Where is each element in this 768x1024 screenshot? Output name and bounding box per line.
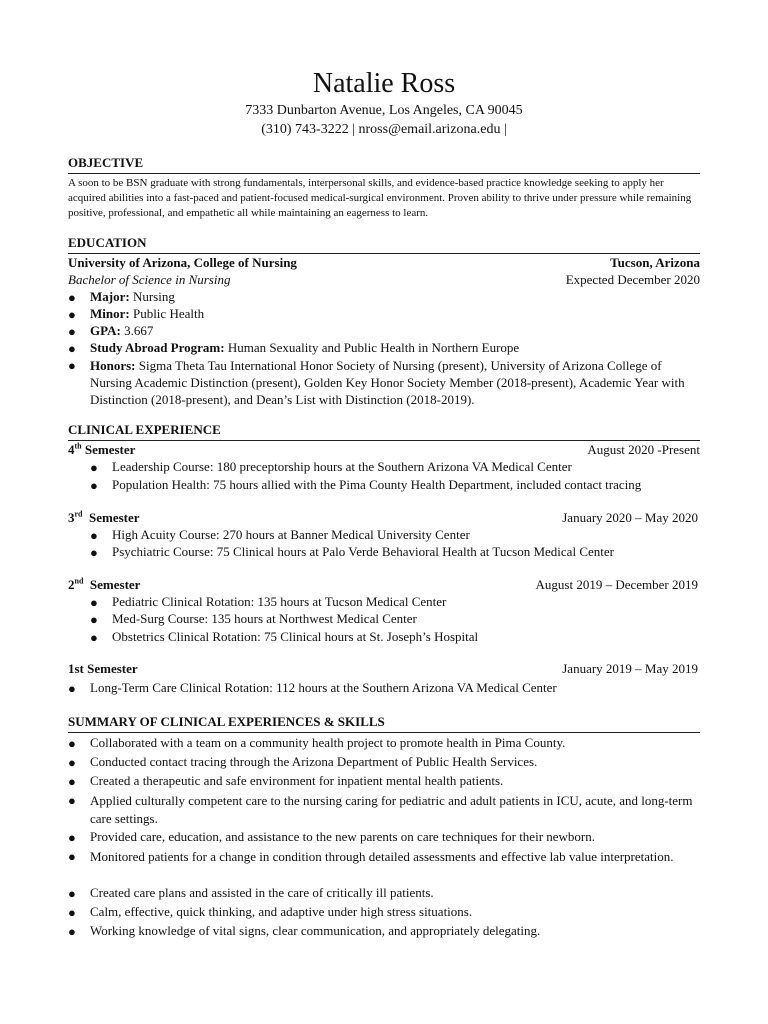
bullet-icon: ● <box>68 755 76 770</box>
semester-title: 2nd Semester <box>68 576 141 592</box>
bullet-icon: ● <box>68 905 76 920</box>
address: 7333 Dunbarton Avenue, Los Angeles, CA 90045 <box>245 103 523 118</box>
clinical-rule <box>68 440 700 441</box>
list-item: Minor: Public Health <box>90 306 205 321</box>
semester-dates: January 2020 – May 2020 <box>562 510 698 525</box>
bullet-icon: ● <box>68 681 76 696</box>
summary-rule <box>68 732 700 733</box>
list-item: Med-Surg Course: 135 hours at Northwest Medical Center <box>112 611 417 626</box>
bullet-icon: ● <box>90 545 98 560</box>
bullet-icon: ● <box>68 290 76 305</box>
list-item: Working knowledge of vital signs, clear communication, and appropriately delegating. <box>90 923 541 938</box>
list-item: Leadership Course: 180 preceptorship hours at the Southern Arizona VA Medical Center <box>112 459 572 474</box>
bullet-icon: ● <box>90 595 98 610</box>
list-item: Honors: Sigma Theta Tau International Honor Society of Nursing (present), University of Arizona College of Nursing Academic Distinction (present), Golden Key Honor Society Member (2018-present), Academic Year with Distinction (2018-present), and Dean’s List with Distinction (2018-2019). <box>90 358 685 407</box>
list-item: Major: Nursing <box>90 289 175 304</box>
list-item: High Acuity Course: 270 hours at Banner Medical University Center <box>112 527 470 542</box>
objective-text: A soon to be BSN graduate with strong fundamentals, interpersonal skills, and evidence-based practice knowledge seeking to apply her acquired abilities into a fast-paced and patient-focused medical-surgical environment. Proven ability to thrive under pressure while remaining positive, professional, and empathetic all while maintaining an eagerness to learn. <box>68 177 692 219</box>
contact-line: (310) 743-3222 | nross@email.arizona.edu | <box>261 122 507 137</box>
bullet-icon: ● <box>68 324 76 339</box>
bullet-icon: ● <box>68 307 76 322</box>
bullet-icon: ● <box>90 612 98 627</box>
list-item: Created a therapeutic and safe environment for inpatient mental health patients. <box>90 773 504 788</box>
candidate-name: Natalie Ross <box>312 68 456 99</box>
list-item: Created care plans and assisted in the care of critically ill patients. <box>90 885 434 900</box>
list-item: Pediatric Clinical Rotation: 135 hours at Tucson Medical Center <box>112 594 447 609</box>
semester-title: 3rd Semester <box>68 509 140 525</box>
list-item: GPA: 3.667 <box>90 323 154 338</box>
bullet-icon: ● <box>90 630 98 645</box>
education-heading: EDUCATION <box>68 235 147 250</box>
bullet-icon: ● <box>90 460 98 475</box>
bullet-icon: ● <box>68 358 76 373</box>
bullet-icon: ● <box>90 528 98 543</box>
list-item: Collaborated with a team on a community health project to promote health in Pima County. <box>90 735 566 750</box>
list-item: Study Abroad Program: Human Sexuality and Public Health in Northern Europe <box>90 340 520 355</box>
list-item: Applied culturally competent care to the nursing caring for pediatric and adult patients in ICU, acute, and long-term care settings. <box>90 793 693 826</box>
bullet-icon: ● <box>68 736 76 751</box>
semester-title: 1st Semester <box>68 661 138 676</box>
school-name: University of Arizona, College of Nursing <box>68 255 297 270</box>
bullet-icon: ● <box>90 478 98 493</box>
list-item: Conducted contact tracing through the Arizona Department of Public Health Services. <box>90 754 538 769</box>
bullet-icon: ● <box>68 341 76 356</box>
semester-dates: January 2019 – May 2019 <box>562 661 698 676</box>
semester-title: 4th Semester <box>68 441 136 457</box>
bullet-icon: ● <box>68 886 76 901</box>
summary-heading: SUMMARY OF CLINICAL EXPERIENCES & SKILLS <box>68 714 385 729</box>
bullet-icon: ● <box>68 774 76 789</box>
bullet-icon: ● <box>68 924 76 939</box>
list-item: Psychiatric Course: 75 Clinical hours at Palo Verde Behavioral Health at Tucson Medical Center <box>112 544 614 559</box>
list-item: Monitored patients for a change in condition through detailed assessments and effective lab value interpretation. <box>90 849 674 864</box>
expected-date: Expected December 2020 <box>565 272 700 287</box>
school-location: Tucson, Arizona <box>610 255 700 270</box>
bullet-icon: ● <box>68 830 76 845</box>
semester-dates: August 2020 -Present <box>587 442 700 457</box>
semester-dates: August 2019 – December 2019 <box>535 577 698 592</box>
objective-rule <box>68 173 700 174</box>
objective-heading: OBJECTIVE <box>68 155 144 170</box>
bullet-icon: ● <box>68 849 76 864</box>
degree: Bachelor of Science in Nursing <box>68 272 231 287</box>
clinical-heading: CLINICAL EXPERIENCE <box>68 422 221 437</box>
list-item: Calm, effective, quick thinking, and adaptive under high stress situations. <box>90 904 473 919</box>
list-item: Provided care, education, and assistance to the new parents on care techniques for their newborn. <box>90 829 596 844</box>
list-item: Obstetrics Clinical Rotation: 75 Clinical hours at St. Joseph’s Hospital <box>112 629 479 644</box>
bullet-icon: ● <box>68 793 76 808</box>
list-item: Long-Term Care Clinical Rotation: 112 hours at the Southern Arizona VA Medical Center <box>90 680 557 695</box>
education-rule <box>68 253 700 254</box>
list-item: Population Health: 75 hours allied with the Pima County Health Department, included contact tracing <box>112 477 642 492</box>
